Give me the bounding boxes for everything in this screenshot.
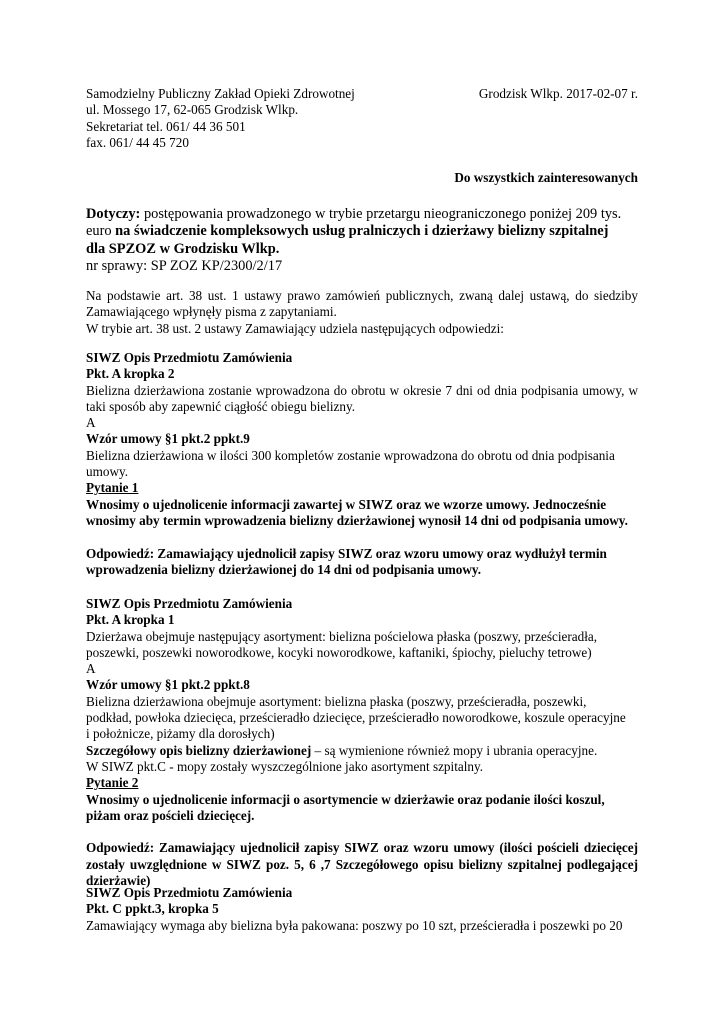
org-phone: Sekretariat tel. 061/ 44 36 501 <box>86 118 246 134</box>
addressee: Do wszystkich zainteresowanych <box>454 170 638 185</box>
contract-text: Bielizna dzierżawiona obejmuje asortyment: bielizna płaska (poszwy, prześcieradła, poszewki, <box>86 693 587 709</box>
answer-text: Odpowiedź: Zamawiający ujednolicił zapisy SIWZ oraz wzoru umowy oraz wydłużył termin <box>86 545 607 561</box>
siwz-note: W SIWZ pkt.C - mopy zostały wyszczególnione jako asortyment szpitalny. <box>86 758 484 774</box>
question-text: wnosimy aby termin wprowadzenia bielizny dzierżawionej wynosił 14 dni od podpisania umowy. <box>86 512 628 528</box>
subject <box>86 206 638 275</box>
contract-heading: Wzór umowy §1 pkt.2 ppkt.8 <box>86 677 250 693</box>
contract-heading: Wzór umowy §1 pkt.2 ppkt.9 <box>86 431 250 447</box>
contract-text: Bielizna dzierżawiona w ilości 300 kompletów zostanie wprowadzona do obrotu od dnia podpisania <box>86 447 615 463</box>
question-label: Pytanie 1 <box>86 480 139 496</box>
section-point: Pkt. A kropka 1 <box>86 612 175 628</box>
section-question-2 <box>86 596 638 889</box>
detail-text: – są wymienione również mopy i ubrania operacyjne. <box>311 742 598 758</box>
detail-heading: Szczegółowy opis bielizny dzierżawionej <box>86 742 312 758</box>
section-text: taki sposób aby zapewnić ciągłość obiegu bielizny. <box>86 398 356 414</box>
section-text: Bielizna dzierżawiona zostanie wprowadzona do obrotu w okresie 7 dni od dnia podpisania umowy, w <box>86 382 638 398</box>
answer-text: wprowadzenia bielizny dzierżawionej do 14 dni od podpisania umowy. <box>86 561 482 577</box>
org-street: ul. Mossego 17, 62-065 Grodzisk Wlkp. <box>86 102 299 118</box>
subject-label: Dotyczy: <box>86 206 141 222</box>
section-text: Zamawiający wymaga aby bielizna była pakowana: poszwy po 10 szt, prześcieradła i poszewki po 20 <box>86 917 623 933</box>
subject-recipient: dla SPZOZ w Grodzisku Wlkp. <box>86 240 280 257</box>
answer-text: Odpowiedź: Zamawiający ujednolicił zapisy SIWZ oraz wzoru umowy (ilości pościeli dziecięcej <box>86 840 638 856</box>
section-question-3 <box>86 885 638 934</box>
section-text: poszewki, poszewki noworodkowe, kocyki noworodkowe, kaftaniki, śpiochy, pieluchy tetrowe) <box>86 644 592 660</box>
org-name: Samodzielny Publiczny Zakład Opieki Zdrowotnej <box>86 86 355 101</box>
subject-euro: euro <box>86 223 116 240</box>
intro <box>86 288 638 337</box>
contract-text: umowy. <box>86 464 129 480</box>
question-text: Wnosimy o ujednolicenie informacji o asortymencie w dzierżawie oraz podanie ilości koszul, <box>86 791 605 807</box>
section-point: Pkt. A kropka 2 <box>86 366 175 382</box>
case-number: nr sprawy: SP ZOZ KP/2300/2/17 <box>86 257 283 274</box>
subject-text: postępowania prowadzonego w trybie przetargu nieograniczonego poniżej 209 tys. <box>140 206 622 222</box>
section-heading: SIWZ Opis Przedmiotu Zamówienia <box>86 885 293 900</box>
section-point: Pkt. C ppkt.3, kropka 5 <box>86 901 219 917</box>
answer-text: zostały uwzględnione w SIWZ poz. 5, 6 ,7 Szczegółowego opisu bielizny szpitalnej podlegającej <box>86 856 638 872</box>
question-text: piżam oraz pościeli dziecięcej. <box>86 807 255 823</box>
section-heading: SIWZ Opis Przedmiotu Zamówienia <box>86 596 293 611</box>
contract-text: i położnicze, piżamy dla dorosłych) <box>86 726 275 742</box>
org-fax: fax. 061/ 44 45 720 <box>86 134 189 150</box>
question-label: Pytanie 2 <box>86 775 139 791</box>
subject-service: na świadczenie kompleksowych usług pralniczych i dzierżawy bielizny szpitalnej <box>115 223 609 240</box>
section-connector: A <box>86 415 96 431</box>
section-text: Dzierżawa obejmuje następujący asortyment: bielizna pościelowa płaska (poszwy, prześcieradła, <box>86 628 598 644</box>
intro-line-1: Na podstawie art. 38 ust. 1 ustawy prawo zamówień publicznych, zwaną dalej ustawą, do siedziby <box>86 288 638 303</box>
answer-text: dzierżawie) <box>86 873 151 889</box>
section-connector: A <box>86 661 96 677</box>
question-text: Wnosimy o ujednolicenie informacji zawartej w SIWZ oraz we wzorze umowy. Jednocześnie <box>86 496 607 512</box>
section-heading: SIWZ Opis Przedmiotu Zamówienia <box>86 350 293 365</box>
intro-line-3: W trybie art. 38 ust. 2 ustawy Zamawiający udziela następujących odpowiedzi: <box>86 320 504 336</box>
intro-line-2: Zamawiającego wpłynęły pisma z zapytaniami. <box>86 304 337 320</box>
place-date: Grodzisk Wlkp. 2017-02-07 r. <box>478 86 638 101</box>
section-question-1 <box>86 350 638 578</box>
contract-text: podkład, powłoka dziecięca, prześcieradło dziecięce, prześcieradło noworodkowe, koszule operacyjne <box>86 710 626 726</box>
